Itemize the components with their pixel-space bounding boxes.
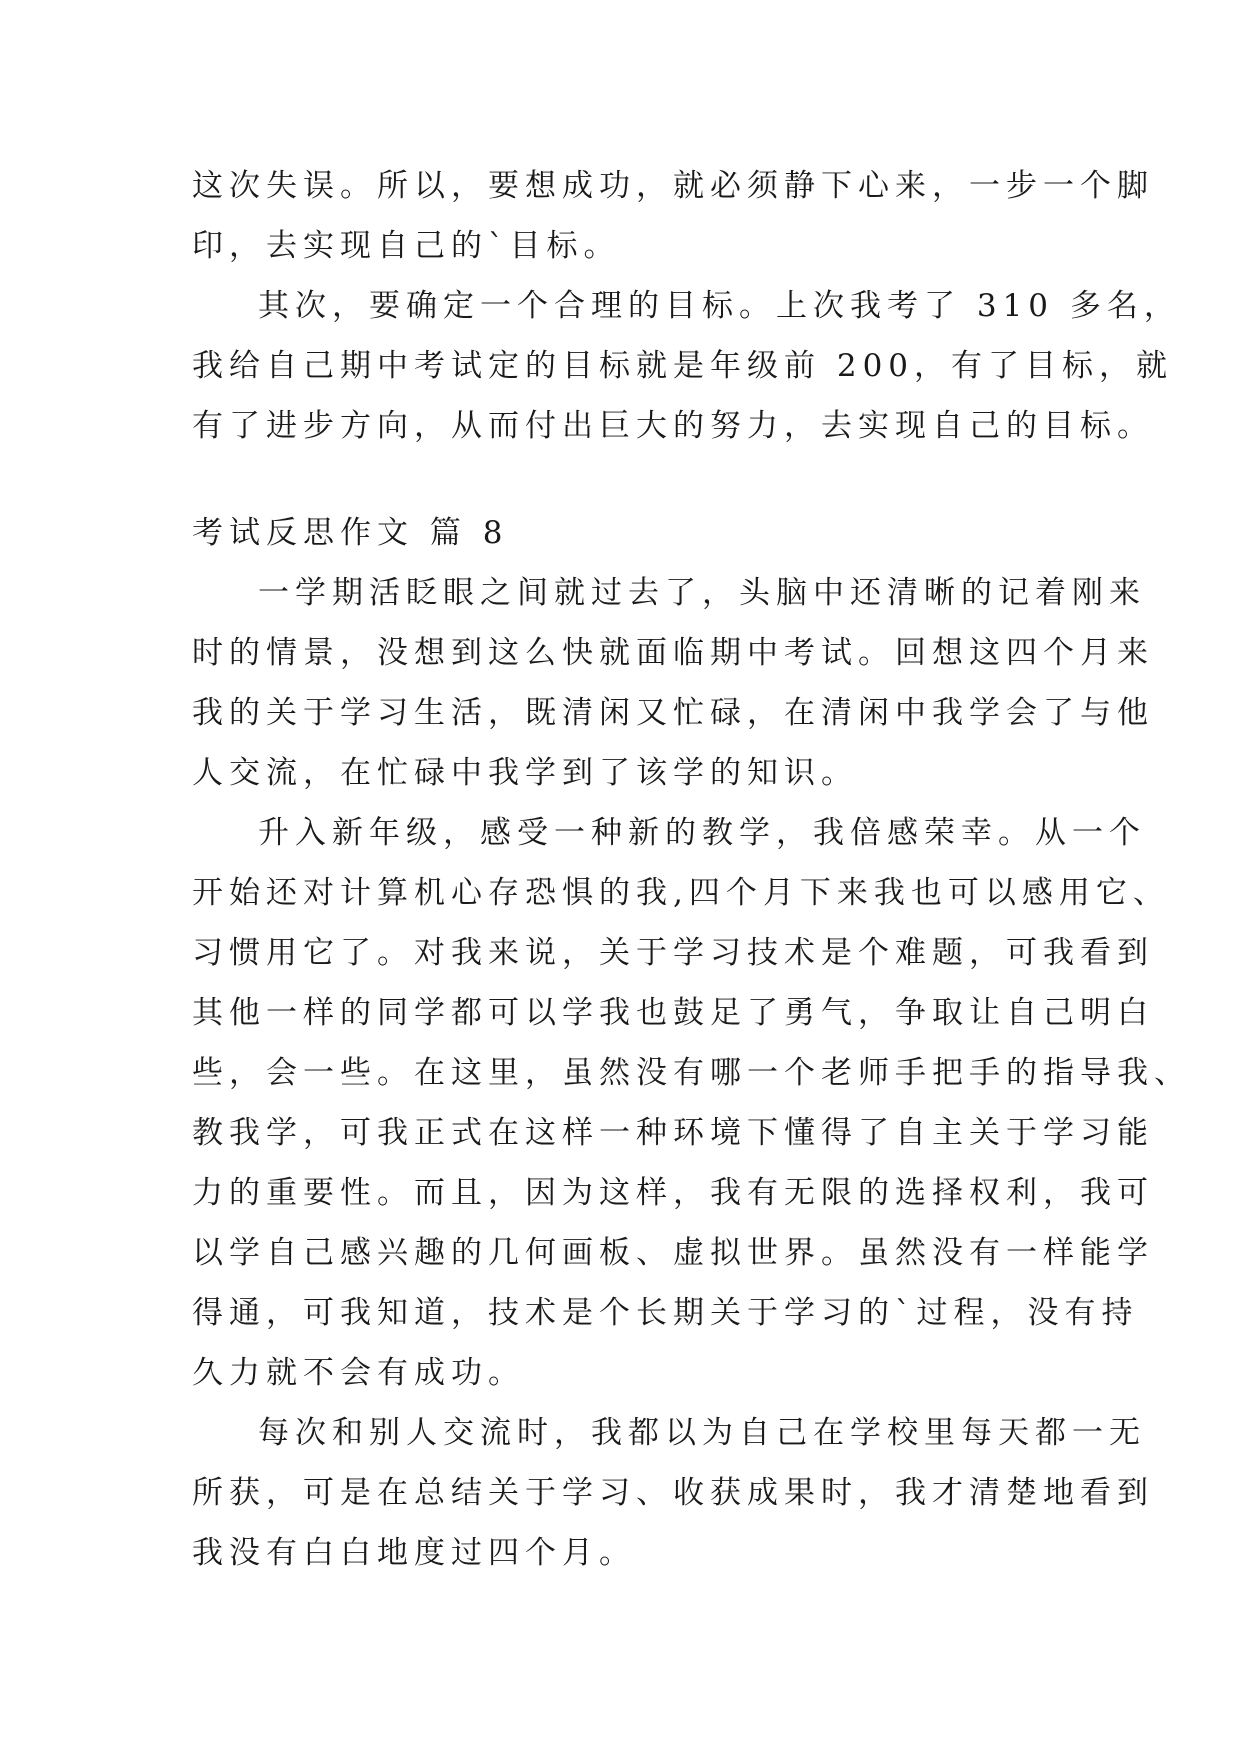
text-line: 每次和别人交流时，我都以为自己在学校里每天都一无	[258, 1415, 1146, 1451]
text-line: 所获，可是在总结关于学习、收获成果时，我才清楚地看到	[192, 1475, 1154, 1511]
text-line: 人交流，在忙碌中我学到了该学的知识。	[192, 755, 858, 791]
text-line: 得通，可我知道，技术是个长期关于学习的`过程，没有持	[192, 1295, 1139, 1331]
text-line: 时的情景，没想到这么快就面临期中考试。回想这四个月来	[192, 635, 1154, 671]
text-line: 教我学，可我正式在这样一种环境下懂得了自主关于学习能	[192, 1115, 1154, 1151]
text-line: 以学自己感兴趣的几何画板、虚拟世界。虽然没有一样能学	[192, 1235, 1154, 1271]
text-line: 我没有白白地度过四个月。	[192, 1535, 636, 1571]
text-line: 开始还对计算机心存恐惧的我,四个月下来我也可以感用它、	[192, 875, 1170, 911]
section-heading: 考试反思作文 篇 8	[192, 515, 509, 551]
text-line: 印，去实现自己的`目标。	[192, 228, 621, 264]
text-line: 其他一样的同学都可以学我也鼓足了勇气，争取让自己明白	[192, 995, 1154, 1031]
text-line: 我的关于学习生活，既清闲又忙碌，在清闲中我学会了与他	[192, 695, 1154, 731]
text-line: 久力就不会有成功。	[192, 1355, 525, 1391]
text-line: 些，会一些。在这里，虽然没有哪一个老师手把手的指导我、	[192, 1055, 1191, 1091]
text-line: 这次失误。所以，要想成功，就必须静下心来，一步一个脚	[192, 168, 1154, 204]
text-line: 其次，要确定一个合理的目标。上次我考了 310 多名，	[258, 288, 1181, 324]
text-line: 升入新年级，感受一种新的教学，我倍感荣幸。从一个	[258, 815, 1146, 851]
text-line: 我给自己期中考试定的目标就是年级前 200，有了目标，就	[192, 348, 1174, 384]
text-line: 一学期活眨眼之间就过去了，头脑中还清晰的记着刚来	[258, 575, 1146, 611]
text-line: 有了进步方向，从而付出巨大的努力，去实现自己的目标。	[192, 408, 1154, 444]
text-line: 力的重要性。而且，因为这样，我有无限的选择权利，我可	[192, 1175, 1154, 1211]
text-line: 习惯用它了。对我来说，关于学习技术是个难题，可我看到	[192, 935, 1154, 971]
